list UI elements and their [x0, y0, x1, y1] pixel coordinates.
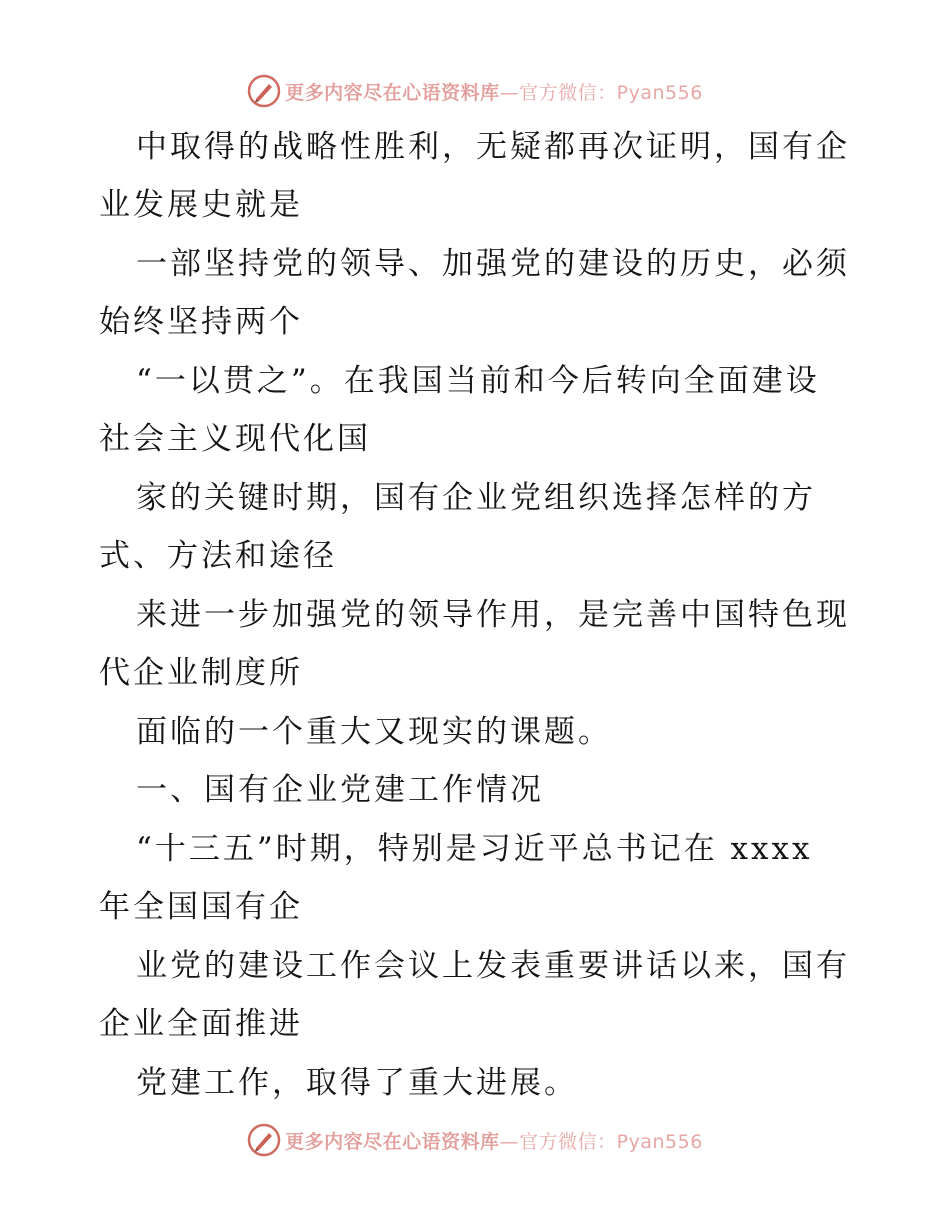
text-line: 式、方法和途径 [99, 538, 337, 574]
text-line: 来进一步加强党的领导作用，是完善中国特色现 [136, 597, 850, 633]
text-line: 家的关键时期，国有企业党组织选择怎样的方 [136, 480, 816, 516]
text-line: 业发展史就是 [99, 187, 303, 223]
text-line: 业党的建设工作会议上发表重要讲话以来，国有 [136, 948, 850, 984]
text-line: “一以贯之”。在我国当前和今后转向全面建设 [136, 363, 820, 399]
text-line: 党建工作，取得了重大进展。 [136, 1065, 578, 1101]
text-line: 企业全面推进 [99, 1006, 303, 1042]
watermark-suffix: 官方微信：Pyan556 [519, 1130, 703, 1153]
watermark-text [285, 1127, 703, 1154]
footer-watermark [0, 1120, 950, 1160]
section-heading: 一、国有企业党建工作情况 [136, 772, 544, 808]
text-line: 代企业制度所 [99, 655, 303, 691]
text-line: 年全国国有企 [99, 889, 303, 925]
text-line: 中取得的战略性胜利，无疑都再次证明，国有企 [136, 129, 850, 165]
text-line: 面临的一个重大又现实的课题。 [136, 714, 612, 750]
pen-logo-icon [247, 1123, 281, 1157]
text-line: 一部坚持党的领导、加强党的建设的历史，必须 [136, 246, 850, 282]
text-line: 始终坚持两个 [99, 304, 303, 340]
text-line: 社会主义现代化国 [99, 421, 371, 457]
watermark-separator: — [499, 1130, 520, 1153]
watermark-separator: — [499, 81, 520, 104]
watermark-brand: 更多内容尽在心语资料库 [285, 81, 500, 104]
watermark-suffix: 官方微信：Pyan556 [519, 81, 703, 104]
watermark-brand: 更多内容尽在心语资料库 [285, 1130, 500, 1153]
text-line: “十三五”时期，特别是习近平总书记在 xxxx [136, 831, 813, 867]
